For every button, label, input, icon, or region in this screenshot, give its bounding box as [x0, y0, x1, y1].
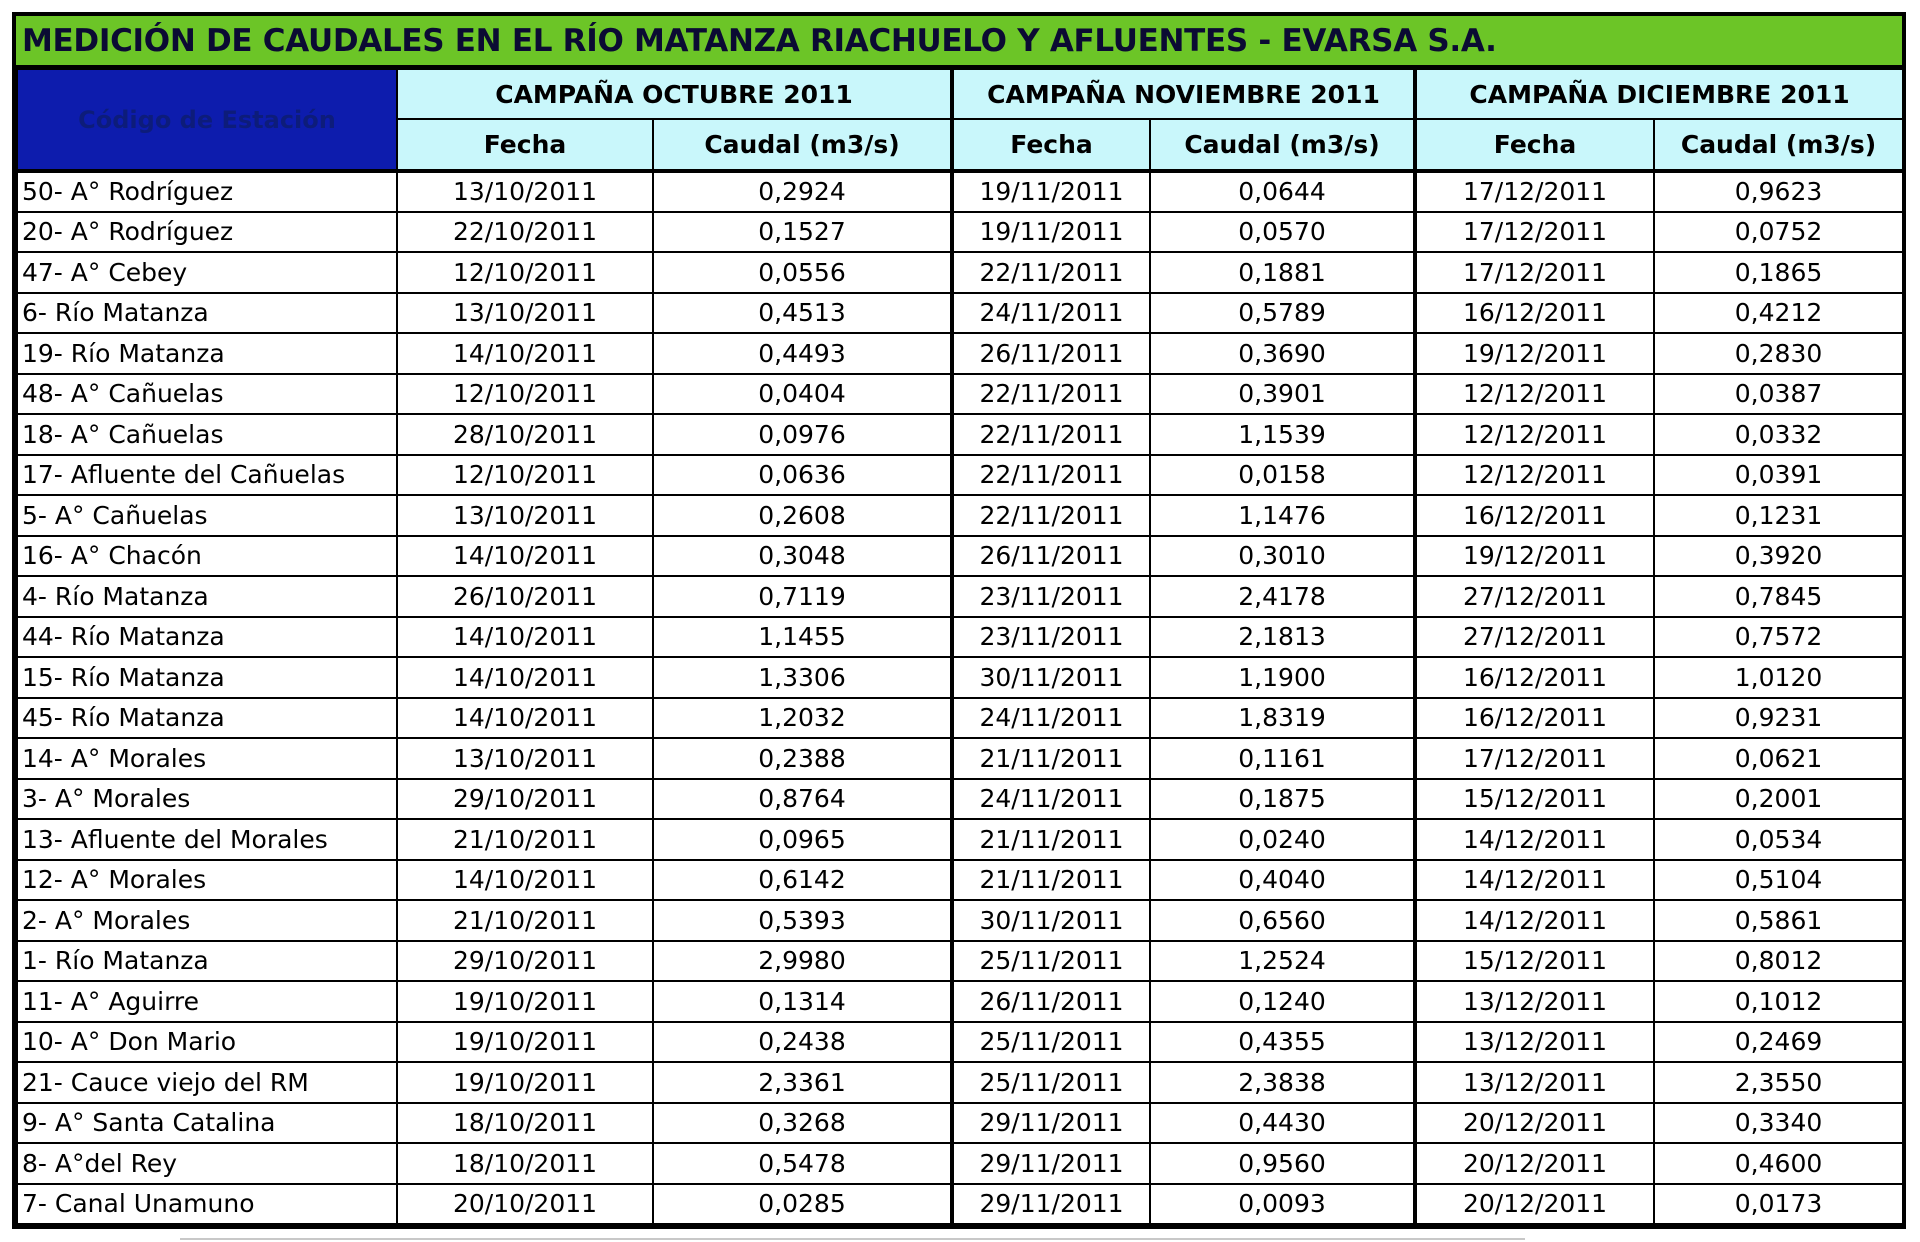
dec-flow-cell: 0,3340 — [1654, 1103, 1903, 1144]
nov-date-cell: 26/11/2011 — [952, 333, 1150, 374]
dec-date-cell: 14/12/2011 — [1415, 819, 1654, 860]
nov-date-cell: 22/11/2011 — [952, 252, 1150, 293]
table-row — [17, 1184, 1903, 1225]
oct-flow-cell: 0,0976 — [653, 414, 952, 455]
dec-date-cell: 27/12/2011 — [1415, 617, 1654, 658]
dec-flow-cell: 0,4212 — [1654, 293, 1903, 334]
station-cell: 47- A° Cebey — [17, 252, 397, 293]
oct-flow-cell: 0,5478 — [653, 1143, 952, 1184]
table-row — [17, 252, 1903, 293]
station-cell: 10- A° Don Mario — [17, 1022, 397, 1063]
nov-date-cell: 29/11/2011 — [952, 1143, 1150, 1184]
station-cell: 2- A° Morales — [17, 900, 397, 941]
oct-date-cell: 12/10/2011 — [397, 455, 653, 496]
nov-date-cell: 25/11/2011 — [952, 1022, 1150, 1063]
station-cell: 5- A° Cañuelas — [17, 495, 397, 536]
dec-flow-cell: 0,0173 — [1654, 1184, 1903, 1225]
station-cell: 15- Río Matanza — [17, 657, 397, 698]
nov-flow-cell: 0,4040 — [1150, 860, 1415, 901]
nov-date-cell: 29/11/2011 — [952, 1184, 1150, 1225]
dec-flow-cell: 0,7572 — [1654, 617, 1903, 658]
oct-flow-cell: 0,8764 — [653, 779, 952, 820]
nov-date-cell: 21/11/2011 — [952, 738, 1150, 779]
dec-flow-cell: 0,1231 — [1654, 495, 1903, 536]
dec-date-cell: 20/12/2011 — [1415, 1184, 1654, 1225]
campaign-november-header: CAMPAÑA NOVIEMBRE 2011 — [952, 69, 1415, 119]
station-cell: 3- A° Morales — [17, 779, 397, 820]
table-row — [17, 576, 1903, 617]
oct-flow-cell: 0,2924 — [653, 171, 952, 212]
dec-flow-cell: 0,2830 — [1654, 333, 1903, 374]
nov-date-cell: 25/11/2011 — [952, 1062, 1150, 1103]
dec-flow-cell: 0,9623 — [1654, 171, 1903, 212]
oct-flow-cell: 0,0404 — [653, 374, 952, 415]
table-row — [17, 414, 1903, 455]
station-cell: 19- Río Matanza — [17, 333, 397, 374]
table-row — [17, 1022, 1903, 1063]
nov-flow-cell: 2,1813 — [1150, 617, 1415, 658]
dec-date-cell: 13/12/2011 — [1415, 1022, 1654, 1063]
nov-flow-cell: 0,5789 — [1150, 293, 1415, 334]
nov-flow-cell: 1,1476 — [1150, 495, 1415, 536]
dec-date-cell: 19/12/2011 — [1415, 536, 1654, 577]
oct-date-cell: 20/10/2011 — [397, 1184, 653, 1225]
nov-flow-cell: 0,1240 — [1150, 981, 1415, 1022]
table-row — [17, 941, 1903, 982]
oct-flow-cell: 0,2608 — [653, 495, 952, 536]
nov-flow-cell: 1,2524 — [1150, 941, 1415, 982]
table-row — [17, 1143, 1903, 1184]
nov-date-cell: 22/11/2011 — [952, 495, 1150, 536]
dec-date-cell: 14/12/2011 — [1415, 860, 1654, 901]
station-cell: 6- Río Matanza — [17, 293, 397, 334]
oct-date-cell: 29/10/2011 — [397, 779, 653, 820]
nov-flow-cell: 0,0570 — [1150, 212, 1415, 253]
station-cell: 4- Río Matanza — [17, 576, 397, 617]
station-cell: 18- A° Cañuelas — [17, 414, 397, 455]
nov-date-cell: 21/11/2011 — [952, 860, 1150, 901]
dec-flow-cell: 0,5861 — [1654, 900, 1903, 941]
oct-date-cell: 19/10/2011 — [397, 981, 653, 1022]
oct-flow-header: Caudal (m3/s) — [653, 119, 952, 171]
nov-flow-header: Caudal (m3/s) — [1150, 119, 1415, 171]
table-row — [17, 212, 1903, 253]
station-cell: 7- Canal Unamuno — [17, 1184, 397, 1225]
dec-date-cell: 13/12/2011 — [1415, 981, 1654, 1022]
dec-date-cell: 15/12/2011 — [1415, 779, 1654, 820]
dec-flow-cell: 0,0391 — [1654, 455, 1903, 496]
dec-date-cell: 16/12/2011 — [1415, 495, 1654, 536]
dec-flow-cell: 0,0621 — [1654, 738, 1903, 779]
dec-flow-cell: 0,2001 — [1654, 779, 1903, 820]
oct-date-cell: 28/10/2011 — [397, 414, 653, 455]
nov-date-cell: 22/11/2011 — [952, 414, 1150, 455]
nov-date-cell: 24/11/2011 — [952, 293, 1150, 334]
oct-flow-cell: 0,7119 — [653, 576, 952, 617]
dec-date-cell: 12/12/2011 — [1415, 374, 1654, 415]
oct-date-cell: 14/10/2011 — [397, 617, 653, 658]
table-row — [17, 1062, 1903, 1103]
nov-flow-cell: 0,0240 — [1150, 819, 1415, 860]
station-cell: 45- Río Matanza — [17, 698, 397, 739]
dec-date-cell: 19/12/2011 — [1415, 333, 1654, 374]
nov-date-cell: 30/11/2011 — [952, 900, 1150, 941]
oct-date-cell: 13/10/2011 — [397, 738, 653, 779]
oct-flow-cell: 0,3048 — [653, 536, 952, 577]
oct-date-cell: 14/10/2011 — [397, 333, 653, 374]
oct-date-cell: 14/10/2011 — [397, 536, 653, 577]
nov-date-cell: 25/11/2011 — [952, 941, 1150, 982]
station-cell: 21- Cauce viejo del RM — [17, 1062, 397, 1103]
table-row — [17, 779, 1903, 820]
nov-date-cell: 24/11/2011 — [952, 698, 1150, 739]
nov-date-cell: 19/11/2011 — [952, 171, 1150, 212]
dec-date-cell: 15/12/2011 — [1415, 941, 1654, 982]
nov-date-cell: 26/11/2011 — [952, 981, 1150, 1022]
dec-date-cell: 17/12/2011 — [1415, 171, 1654, 212]
dec-flow-cell: 0,4600 — [1654, 1143, 1903, 1184]
table-row — [17, 617, 1903, 658]
nov-flow-cell: 0,1881 — [1150, 252, 1415, 293]
oct-flow-cell: 1,3306 — [653, 657, 952, 698]
nov-flow-cell: 0,0093 — [1150, 1184, 1415, 1225]
dec-flow-cell: 2,3550 — [1654, 1062, 1903, 1103]
oct-date-cell: 18/10/2011 — [397, 1103, 653, 1144]
dec-flow-cell: 0,1012 — [1654, 981, 1903, 1022]
table-row — [17, 495, 1903, 536]
dec-date-cell: 16/12/2011 — [1415, 293, 1654, 334]
oct-date-cell: 14/10/2011 — [397, 698, 653, 739]
nov-flow-cell: 0,1875 — [1150, 779, 1415, 820]
station-cell: 48- A° Cañuelas — [17, 374, 397, 415]
nov-flow-cell: 0,3690 — [1150, 333, 1415, 374]
nov-flow-cell: 0,3010 — [1150, 536, 1415, 577]
nov-flow-cell: 0,9560 — [1150, 1143, 1415, 1184]
table-row — [17, 738, 1903, 779]
nov-flow-cell: 2,4178 — [1150, 576, 1415, 617]
oct-date-cell: 19/10/2011 — [397, 1062, 653, 1103]
oct-flow-cell: 1,2032 — [653, 698, 952, 739]
station-cell: 16- A° Chacón — [17, 536, 397, 577]
oct-flow-cell: 0,1527 — [653, 212, 952, 253]
oct-flow-cell: 0,3268 — [653, 1103, 952, 1144]
oct-flow-cell: 1,1455 — [653, 617, 952, 658]
dec-flow-cell: 0,0332 — [1654, 414, 1903, 455]
table-row — [17, 900, 1903, 941]
station-cell: 14- A° Morales — [17, 738, 397, 779]
oct-flow-cell: 0,6142 — [653, 860, 952, 901]
station-cell: 17- Afluente del Cañuelas — [17, 455, 397, 496]
oct-flow-cell: 0,1314 — [653, 981, 952, 1022]
oct-date-cell: 13/10/2011 — [397, 293, 653, 334]
table-row — [17, 1103, 1903, 1144]
dec-date-cell: 14/12/2011 — [1415, 900, 1654, 941]
dec-flow-cell: 0,5104 — [1654, 860, 1903, 901]
station-cell: 13- Afluente del Morales — [17, 819, 397, 860]
dec-flow-cell: 1,0120 — [1654, 657, 1903, 698]
oct-flow-cell: 0,2438 — [653, 1022, 952, 1063]
dec-flow-cell: 0,8012 — [1654, 941, 1903, 982]
dec-date-cell: 12/12/2011 — [1415, 455, 1654, 496]
dec-date-cell: 27/12/2011 — [1415, 576, 1654, 617]
oct-flow-cell: 0,4513 — [653, 293, 952, 334]
table-row — [17, 171, 1903, 212]
table-row — [17, 293, 1903, 334]
table-row — [17, 374, 1903, 415]
oct-date-cell: 14/10/2011 — [397, 860, 653, 901]
title-bar — [16, 16, 1902, 68]
station-code-header: Código de Estación — [17, 69, 397, 171]
oct-flow-cell: 0,0636 — [653, 455, 952, 496]
dec-date-cell: 20/12/2011 — [1415, 1143, 1654, 1184]
oct-date-cell: 14/10/2011 — [397, 657, 653, 698]
nov-date-cell: 24/11/2011 — [952, 779, 1150, 820]
dec-flow-cell: 0,9231 — [1654, 698, 1903, 739]
station-cell: 11- A° Aguirre — [17, 981, 397, 1022]
table-row — [17, 819, 1903, 860]
dec-date-cell: 16/12/2011 — [1415, 698, 1654, 739]
oct-date-cell: 13/10/2011 — [397, 495, 653, 536]
dec-date-cell: 17/12/2011 — [1415, 738, 1654, 779]
flow-measurement-sheet — [12, 12, 1906, 1229]
nov-date-header: Fecha — [952, 119, 1150, 171]
page-title: MEDICIÓN DE CAUDALES EN EL RÍO MATANZA RIACHUELO Y AFLUENTES - EVARSA S.A. — [22, 22, 1497, 59]
nov-date-cell: 22/11/2011 — [952, 374, 1150, 415]
oct-date-cell: 26/10/2011 — [397, 576, 653, 617]
nov-date-cell: 21/11/2011 — [952, 819, 1150, 860]
table-row — [17, 981, 1903, 1022]
nov-date-cell: 29/11/2011 — [952, 1103, 1150, 1144]
dec-flow-header: Caudal (m3/s) — [1654, 119, 1903, 171]
oct-date-cell: 21/10/2011 — [397, 900, 653, 941]
dec-date-cell: 17/12/2011 — [1415, 252, 1654, 293]
oct-flow-cell: 0,0556 — [653, 252, 952, 293]
oct-date-cell: 12/10/2011 — [397, 252, 653, 293]
oct-date-header: Fecha — [397, 119, 653, 171]
oct-flow-cell: 0,0285 — [653, 1184, 952, 1225]
nov-date-cell: 26/11/2011 — [952, 536, 1150, 577]
oct-date-cell: 19/10/2011 — [397, 1022, 653, 1063]
dec-flow-cell: 0,7845 — [1654, 576, 1903, 617]
dec-date-cell: 20/12/2011 — [1415, 1103, 1654, 1144]
oct-flow-cell: 2,9980 — [653, 941, 952, 982]
oct-date-cell: 21/10/2011 — [397, 819, 653, 860]
table-row — [17, 333, 1903, 374]
dec-flow-cell: 0,0534 — [1654, 819, 1903, 860]
nov-date-cell: 22/11/2011 — [952, 455, 1150, 496]
station-cell: 50- A° Rodríguez — [17, 171, 397, 212]
nov-flow-cell: 2,3838 — [1150, 1062, 1415, 1103]
table-row — [17, 455, 1903, 496]
oct-date-cell: 13/10/2011 — [397, 171, 653, 212]
nov-date-cell: 19/11/2011 — [952, 212, 1150, 253]
nov-flow-cell: 0,6560 — [1150, 900, 1415, 941]
campaign-december-header: CAMPAÑA DICIEMBRE 2011 — [1415, 69, 1903, 119]
nov-flow-cell: 1,8319 — [1150, 698, 1415, 739]
nov-flow-cell: 1,1539 — [1150, 414, 1415, 455]
table-body — [17, 171, 1903, 1224]
station-cell: 12- A° Morales — [17, 860, 397, 901]
dec-flow-cell: 0,1865 — [1654, 252, 1903, 293]
nov-flow-cell: 0,4430 — [1150, 1103, 1415, 1144]
dec-flow-cell: 0,0387 — [1654, 374, 1903, 415]
nov-flow-cell: 0,0158 — [1150, 455, 1415, 496]
oct-date-cell: 22/10/2011 — [397, 212, 653, 253]
oct-flow-cell: 0,4493 — [653, 333, 952, 374]
oct-flow-cell: 2,3361 — [653, 1062, 952, 1103]
oct-date-cell: 18/10/2011 — [397, 1143, 653, 1184]
nov-flow-cell: 0,4355 — [1150, 1022, 1415, 1063]
station-cell: 9- A° Santa Catalina — [17, 1103, 397, 1144]
dec-date-header: Fecha — [1415, 119, 1654, 171]
dec-flow-cell: 0,0752 — [1654, 212, 1903, 253]
oct-flow-cell: 0,2388 — [653, 738, 952, 779]
nov-flow-cell: 1,1900 — [1150, 657, 1415, 698]
station-cell: 1- Río Matanza — [17, 941, 397, 982]
campaign-october-header: CAMPAÑA OCTUBRE 2011 — [397, 69, 952, 119]
oct-flow-cell: 0,0965 — [653, 819, 952, 860]
dec-date-cell: 16/12/2011 — [1415, 657, 1654, 698]
table-row — [17, 860, 1903, 901]
nov-flow-cell: 0,0644 — [1150, 171, 1415, 212]
nov-date-cell: 23/11/2011 — [952, 617, 1150, 658]
station-cell: 20- A° Rodríguez — [17, 212, 397, 253]
oct-flow-cell: 0,5393 — [653, 900, 952, 941]
nov-date-cell: 30/11/2011 — [952, 657, 1150, 698]
nov-flow-cell: 0,3901 — [1150, 374, 1415, 415]
nov-date-cell: 23/11/2011 — [952, 576, 1150, 617]
nov-flow-cell: 0,1161 — [1150, 738, 1415, 779]
station-cell: 8- A°del Rey — [17, 1143, 397, 1184]
oct-date-cell: 29/10/2011 — [397, 941, 653, 982]
dec-flow-cell: 0,2469 — [1654, 1022, 1903, 1063]
station-cell: 44- Río Matanza — [17, 617, 397, 658]
dec-flow-cell: 0,3920 — [1654, 536, 1903, 577]
dec-date-cell: 12/12/2011 — [1415, 414, 1654, 455]
dec-date-cell: 17/12/2011 — [1415, 212, 1654, 253]
table-header — [17, 69, 1903, 171]
dec-date-cell: 13/12/2011 — [1415, 1062, 1654, 1103]
flow-table — [16, 68, 1904, 1225]
oct-date-cell: 12/10/2011 — [397, 374, 653, 415]
table-row — [17, 698, 1903, 739]
table-row — [17, 536, 1903, 577]
table-row — [17, 657, 1903, 698]
footer-divider — [180, 1238, 1525, 1240]
